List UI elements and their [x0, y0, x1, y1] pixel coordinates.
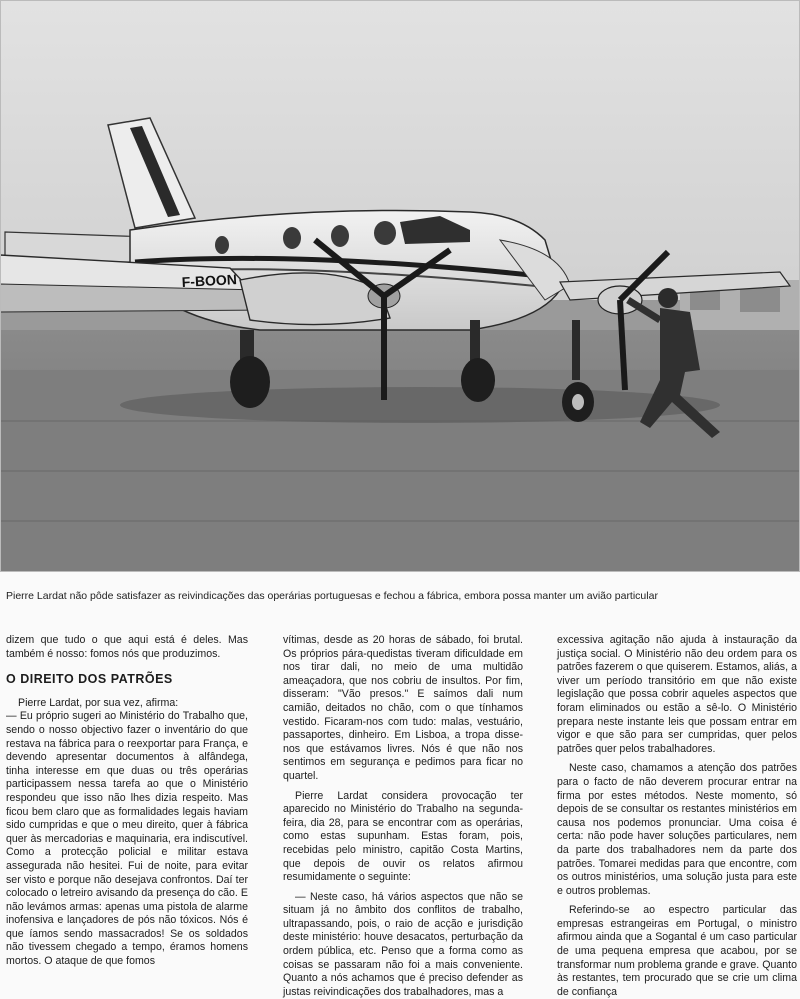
svg-text:F-BOON: F-BOON	[181, 271, 238, 290]
photo-caption: Pierre Lardat não pôde satisfazer as reivindicações das operárias portuguesas e fechou a fábrica, embora possa manter um avião particular	[6, 590, 658, 602]
article-column-3	[557, 634, 797, 999]
section-heading: O DIREITO DOS PATRÕES	[6, 672, 173, 687]
column1-paragraph: — Eu próprio sugeri ao Ministério do Trabalho que, sendo o nosso objectivo fazer o inventário do que restava na fábrica para o reexportar para França, e devendo apresentar documentos à alfândega, tinha interesse em que duas ou três operárias participassem nessa tarefa ao que o Ministério respondeu que isso não lhes dizia respeito. Mas ficou bem claro que as formalidades legais haviam sido cumpridas e que o meu direito, quer à fábrica quer às mercadorias e maquinaria, era indiscutível. Como a protecção policial e militar estava assegurada não hesitei. Fui de noite, para evitar ser visto e porque não desejava confrontos. Daí ter colocado o letreiro avisando da presença do cão. E não levámos armas: apenas uma pistola de alarme inofensiva e lançadores de pós não tóxicos. Nós é que íamos sendo massacrados! Se os soldados não tivessem chegado a tempo, éramos homens mortos. O ataque de que fomos	[6, 710, 248, 968]
column3-paragraph: Neste caso, chamamos a atenção dos patrões para o facto de não deverem procurar entrar na firma por estes métodos. Neste momento, só depois de se consultar os restantes ministérios em causa nos podemos pronunciar. Uma coisa é certa: não pode haver soluções particulares, nem da parte dos trabalhadores nem da parte dos patrões. Tomarei medidas para que encontre, com os outros ministérios, uma solução justa para este e outros problemas.	[557, 762, 797, 897]
column2-paragraph: Pierre Lardat considera provocação ter aparecido no Ministério do Trabalho na segunda-feira, dia 28, para se encontrar com as operárias, como estas supunham. Estas foram, pois, recebidas pelo ministro, capitão Costa Martins, que depois de ouvir os relatos afirmou resumidamente o seguinte:	[283, 789, 523, 884]
article-column-1	[6, 634, 248, 969]
column2-paragraph: — Neste caso, há vários aspectos que não se situam já no âmbito dos conflitos de trabalho, ultrapassando, pois, o raio de acção e jurisdição deste ministério: houve desacatos, perturbação da ordem pública, etc. Penso que a forma como as coisas se passaram não foi a mais conveniente. Quanto a nós achamos que é preciso defender as justas reivindicações dos trabalhadores, mas a	[283, 890, 523, 998]
column3-paragraph: excessiva agitação não ajuda à instauração da justiça social. O Ministério não deu ordem para os patrões fazerem o que quiserem. Estamos, aliás, a viver um período transitório em que não existe legislação que possa cobrir aqueles aspectos que foram eliminados ou estão a sê-lo. O Ministério prepara neste instante leis que possam entrar em vigor e que são para ser cumpridas, quer pelos patrões quer pelos trabalhadores.	[557, 634, 797, 755]
article-column-2	[283, 634, 523, 999]
column2-paragraph: vítimas, desde as 20 horas de sábado, foi brutal. Os próprios pára-quedistas tiveram dificuldade em nos tirar dali, no meio de uma multidão ameaçadora, que nos cobriu de insultos. Por fim, disseram: "Vão presos." E saímos dali num camião, deitados no chão, com o que tínhamos vestido. Ficaram-nos com tudo: malas, vestuário, passaportes, dinheiro. Em Lisboa, a tropa disse-nos que estávamos livres. Nós é que não nos sentimos em segurança e pedimos para ficar no quartel.	[283, 634, 523, 782]
column1-paragraph: Pierre Lardat, por sua vez, afirma:	[18, 696, 179, 709]
column1-intro: dizem que tudo o que aqui está é deles. Mas também é nosso: fomos nós que produzimos.	[6, 634, 248, 660]
column3-paragraph: Referindo-se ao espectro particular das empresas estrangeiras em Portugal, o ministro afirmou ainda que a Sogantal é um caso particular de uma pequena empresa que acabou, por se transformar num problema grande e grave. Quanto às restantes, tem procurado que se crie um clima de confiança	[557, 904, 797, 998]
